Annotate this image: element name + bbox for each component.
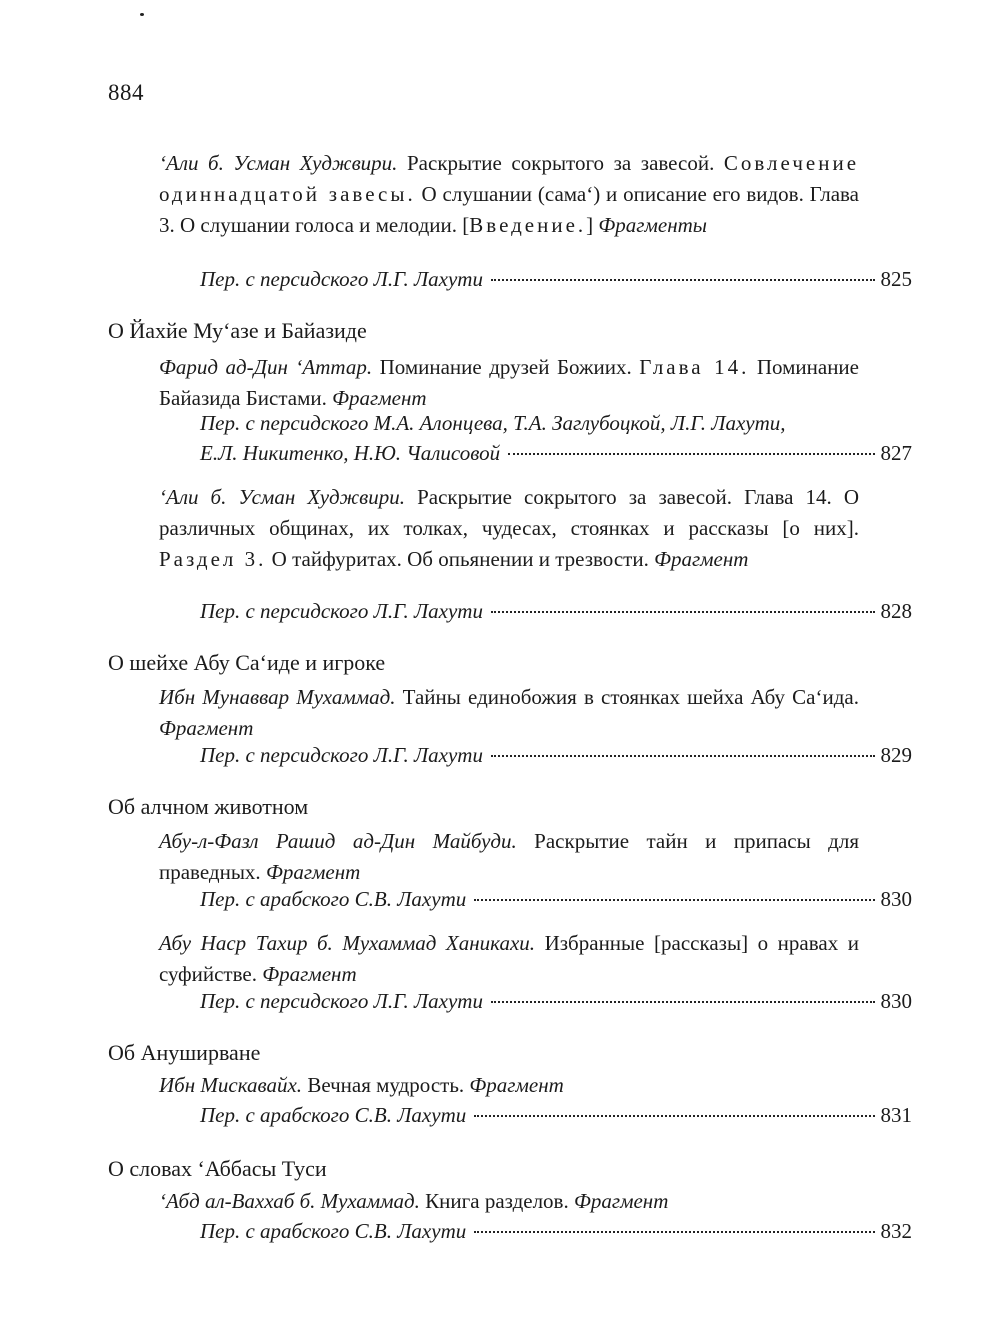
entry-page-number: 830 xyxy=(880,887,912,911)
entry-title: Раскрытие тайн и припасы для праведных. xyxy=(159,829,859,884)
scan-speck xyxy=(140,13,144,16)
section-title: Об алчном животном xyxy=(108,794,309,819)
entry-translator: Пер. с персидского Л.Г. Лахути xyxy=(200,743,483,767)
entry-fragment: Фрагмент xyxy=(332,386,427,410)
toc-section xyxy=(108,792,868,822)
dot-leader xyxy=(474,899,874,901)
entry-author: Ибн Мискавайх. xyxy=(159,1073,303,1097)
toc-section xyxy=(108,648,868,678)
entry-description xyxy=(159,928,859,990)
entry-translator: Пер. с персидского Л.Г. Лахути xyxy=(200,989,483,1013)
dot-leader xyxy=(491,1001,875,1003)
entry-description xyxy=(159,826,859,888)
entry-title: Вечная мудрость. xyxy=(302,1073,470,1097)
entry-fragment: Фрагмент xyxy=(573,1189,669,1213)
entry-author: ʻАли б. Усман Худжвири. xyxy=(159,151,398,175)
toc-section xyxy=(108,316,868,346)
section-title: О словах ʻАббасы Туси xyxy=(108,1156,327,1181)
toc-section xyxy=(108,1154,868,1184)
entry-description xyxy=(159,1186,859,1217)
entry-title: Поминание друзей Божиих. xyxy=(372,355,640,379)
entry-page-number: 832 xyxy=(880,1219,912,1243)
section-title: Об Ануширване xyxy=(108,1040,261,1065)
entry-spaced-heading: Введение. xyxy=(469,213,587,237)
entry-description xyxy=(159,482,859,575)
entry-title-cont: О слушании (самаʻ) и описание его видов. Глава 3. О слушании голоса и мелодии. [ xyxy=(159,182,859,237)
toc-translator-line xyxy=(200,438,912,469)
entry-title: Раскрытие сокрытого за завесой. Глава 14. О различных общинах, их толках, чудесах, стоянках и рассказы [о них]. xyxy=(159,485,859,540)
entry-fragment: Фрагмент xyxy=(469,1073,564,1097)
dot-leader xyxy=(491,755,875,757)
entry-title: Книга разделов. xyxy=(419,1189,574,1213)
entry-translator: Пер. с арабского С.В. Лахути xyxy=(200,1103,467,1127)
entry-spaced-heading: Глава 14. xyxy=(639,355,750,379)
dot-leader xyxy=(474,1115,874,1117)
toc-entry xyxy=(159,928,859,990)
dot-leader xyxy=(508,453,874,455)
entry-title-cont: Поминание Байазида Бистами. xyxy=(159,355,859,410)
toc-entry xyxy=(159,352,859,414)
toc-entry xyxy=(159,1070,859,1101)
entry-fragment: Фрагмент xyxy=(654,547,749,571)
entry-author: Ибн Мунаввар Мухаммад. xyxy=(159,685,396,709)
entry-page-number: 828 xyxy=(880,599,912,623)
section-title: О шейхе Абу Саʻиде и игроке xyxy=(108,650,386,675)
toc-entry xyxy=(159,148,859,241)
entry-page-number: 827 xyxy=(880,441,912,465)
dot-leader xyxy=(491,611,875,613)
entry-page-number: 830 xyxy=(880,989,912,1013)
entry-author: Фарид ад-Дин ʻАттар. xyxy=(159,355,373,379)
entry-spaced-heading: Совлечение одиннадцатой завесы. xyxy=(159,151,860,206)
entry-description xyxy=(159,682,859,744)
entry-translator: Пер. с персидского Л.Г. Лахути xyxy=(200,599,483,623)
toc-translator-line xyxy=(200,986,912,1017)
toc-translator-line xyxy=(200,264,912,295)
entry-description xyxy=(159,352,859,414)
entry-title: Раскрытие сокрытого за завесой. xyxy=(397,151,724,175)
entry-page-number: 831 xyxy=(880,1103,912,1127)
entry-description xyxy=(159,148,859,241)
entry-author: Абу-л-Фазл Рашид ад-Дин Майбуди. xyxy=(159,829,517,853)
toc-translator-line xyxy=(200,884,912,915)
toc-translator-line xyxy=(200,596,912,627)
entry-fragment: Фрагмент xyxy=(262,962,357,986)
entry-description xyxy=(159,1070,859,1101)
entry-fragment: Фрагменты xyxy=(598,213,708,237)
entry-translator: Пер. с арабского С.В. Лахути xyxy=(200,1219,467,1243)
toc-translator-line xyxy=(200,408,912,439)
toc-entry xyxy=(159,826,859,888)
entry-author: ʻАбд ал-Ваххаб б. Мухаммад. xyxy=(159,1189,420,1213)
entry-fragment: Фрагмент xyxy=(159,716,254,740)
entry-translator: Пер. с арабского С.В. Лахути xyxy=(200,887,467,911)
entry-page-number: 829 xyxy=(880,743,912,767)
toc-entry xyxy=(159,482,859,575)
section-title: О Йахйе Муʻазе и Байазиде xyxy=(108,318,367,343)
entry-title: Избранные [рассказы] о нравах и суфийстве. xyxy=(159,931,859,986)
toc-translator-line xyxy=(200,1100,912,1131)
toc-entry xyxy=(159,682,859,744)
dot-leader xyxy=(474,1231,874,1233)
toc-translator-line xyxy=(200,740,912,771)
entry-author: ʻАли б. Усман Худжвири. xyxy=(159,485,406,509)
page-number: 884 xyxy=(108,80,144,105)
toc-entry xyxy=(159,1186,859,1217)
toc-section xyxy=(108,1038,868,1068)
entry-translator-line1: Пер. с персидского М.А. Алонцева, Т.А. Заглубоцкой, Л.Г. Лахути, xyxy=(200,411,786,435)
entry-page-number: 825 xyxy=(880,267,912,291)
toc-translator-line xyxy=(200,1216,912,1247)
entry-translator: Е.Л. Никитенко, Н.Ю. Чалисовой xyxy=(200,441,501,465)
entry-title-cont: ] xyxy=(586,213,599,237)
entry-author: Абу Наср Тахир б. Мухаммад Ханикахи. xyxy=(159,931,536,955)
dot-leader xyxy=(491,279,875,281)
entry-fragment: Фрагмент xyxy=(265,860,361,884)
entry-title: Тайны единобожия в стоянках шейха Абу Саʻида. xyxy=(395,685,859,709)
entry-title-cont: О тайфуритах. Об опьянении и трезвости. xyxy=(266,547,655,571)
entry-spaced-heading: Раздел 3. xyxy=(159,547,267,571)
entry-translator: Пер. с персидского Л.Г. Лахути xyxy=(200,267,483,291)
